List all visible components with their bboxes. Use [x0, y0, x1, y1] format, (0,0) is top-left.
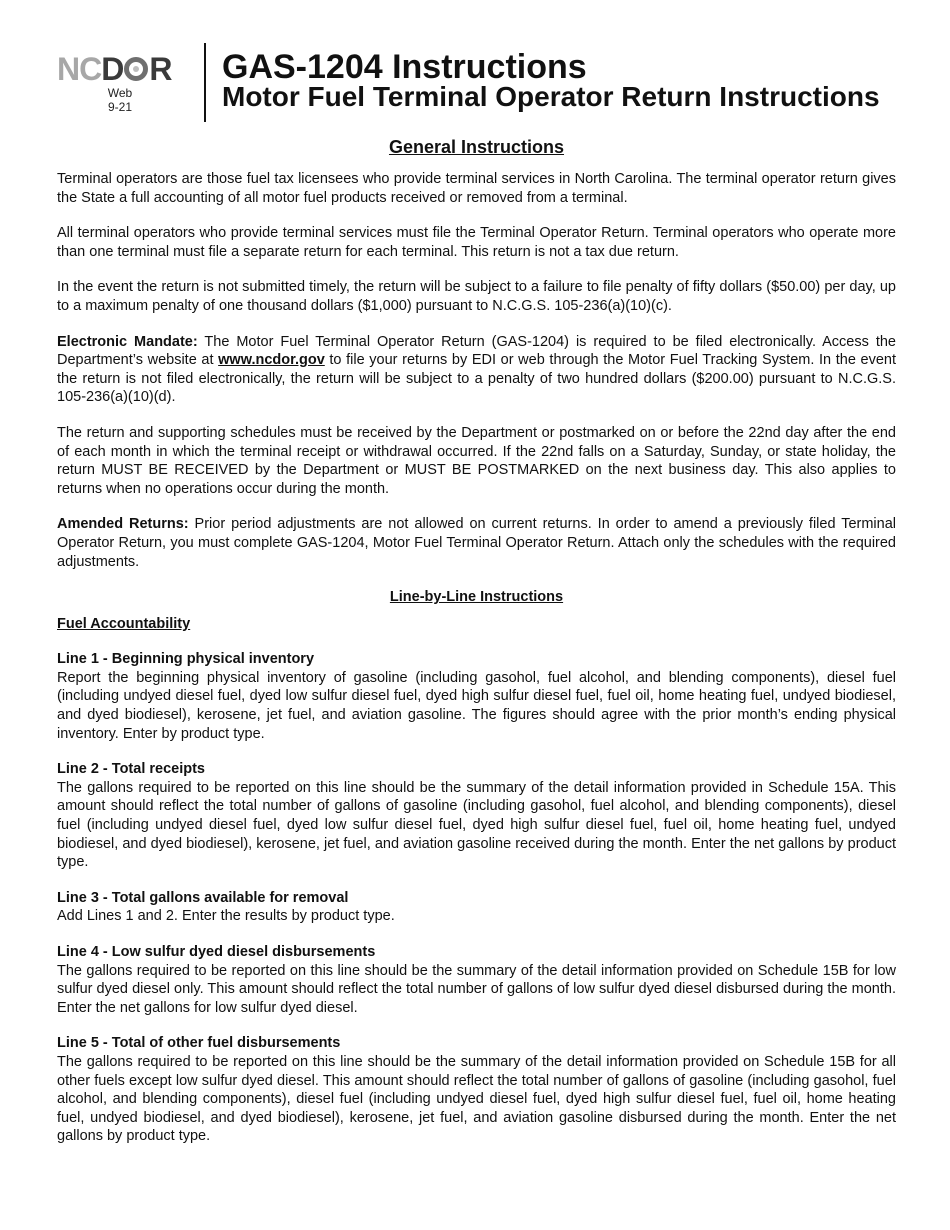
- line-body: Add Lines 1 and 2. Enter the results by product type.: [57, 908, 395, 925]
- paragraph-due-date: The return and supporting schedules must be received by the Department or postmarked on or before the 22nd day after the end of each month in which the terminal receipt or withdrawal occurred. If the 22nd falls on a Saturday, Sunday, or state holiday, the return MUST BE RECEIVED by the Department or MUST BE POSTMARKED on the next business day. This also applies to returns when no operations occur during the month.: [57, 424, 896, 497]
- fuel-accountability-heading: Fuel Accountability: [57, 615, 191, 632]
- line-instruction-2: [57, 760, 896, 872]
- line-title: Line 4 - Low sulfur dyed diesel disbursements: [57, 944, 376, 960]
- page-title: GAS-1204 Instructions: [222, 48, 587, 86]
- general-instructions-heading: General Instructions: [388, 137, 565, 157]
- amended-returns-text: Prior period adjustments are not allowed on current returns. In order to amend a previously filed Terminal Operator Return, you must complete GAS-1204, Motor Fuel Terminal Operator Return. Attach only the schedules with the required adjustments.: [57, 516, 896, 570]
- electronic-mandate-text-b: to file your returns by EDI or web through the Motor Fuel Tracking System. In the event the return is not filed electronically, the return will be subject to a penalty of two hundred dollars ($200.00) pursuant to N.C.G.S. 105-236(a)(10)(d).: [57, 352, 896, 406]
- paragraph-amended-returns: [57, 515, 896, 571]
- paragraph-terminal-operators: Terminal operators are those fuel tax licensees who provide terminal services in North Carolina. The terminal operator return gives the State a full accounting of all motor fuel products received or removed from a terminal.: [57, 171, 896, 206]
- form-version-date: 9-21: [107, 100, 133, 114]
- page-subtitle: Motor Fuel Terminal Operator Return Instructions: [222, 81, 880, 112]
- line-instruction-3: [57, 889, 896, 926]
- line-instruction-1: [57, 650, 896, 743]
- line-body: Report the beginning physical inventory of gasoline (including gasohol, fuel alcohol, and blending components), diesel fuel (including undyed diesel fuel, dyed low sulfur diesel fuel, dyed high sulfur diesel fuel, fuel oil, home heating fuel, undyed biodiesel, and dyed biodiesel), kerosene, jet fuel, and aviation gasoline. The figures should agree with the prior month’s ending physical inventory. Enter by product type.: [57, 669, 896, 742]
- ncdor-website-link[interactable]: www.ncdor.gov: [218, 352, 325, 369]
- line-title: Line 2 - Total receipts: [57, 761, 205, 778]
- line-title: Line 5 - Total of other fuel disbursements: [57, 1035, 341, 1052]
- amended-returns-label: Amended Returns:: [57, 516, 189, 533]
- line-title: Line 1 - Beginning physical inventory: [57, 651, 315, 668]
- header-divider: [204, 43, 206, 122]
- line-body: The gallons required to be reported on this line should be the summary of the detail information provided in Schedule 15A. This amount should reflect the total number of gallons of gasoline (including gasohol, fuel alcohol, and blending components), diesel fuel (including undyed diesel fuel, dyed low sulfur diesel fuel, dyed high sulfur diesel fuel, fuel oil, home heating fuel, undyed biodiesel, and dyed biodiesel), kerosene, jet fuel, and aviation gasoline received during the month. Enter the net gallons by product type.: [57, 779, 896, 871]
- logo-d: D: [101, 51, 124, 87]
- line-body: The gallons required to be reported on this line should be the summary of the detail information provided on Schedule 15B for low sulfur dyed diesel only. This amount should reflect the total number of gallons of low sulfur dyed diesel disbursed during the month. Enter the net gallons for low sulfur dyed diesel.: [57, 962, 896, 1016]
- ncdor-logo: [57, 51, 187, 114]
- line-instruction-5: [57, 1034, 896, 1146]
- paragraph-electronic-mandate: [57, 333, 896, 407]
- logo-circle-icon: [124, 57, 148, 81]
- line-by-line-heading: Line-by-Line Instructions: [389, 589, 564, 606]
- logo-nc: NC: [57, 51, 102, 87]
- paragraph-filing-requirement: All terminal operators who provide terminal services must file the Terminal Operator Return. Terminal operators who operate more than one terminal must file a separate return for each terminal. This return is not a tax due return.: [57, 225, 896, 260]
- line-instruction-4: [57, 943, 896, 1017]
- line-body: The gallons required to be reported on this line should be the summary of the detail information provided on Schedule 15B for all other fuels except low sulfur dyed diesel. This amount should reflect the total number of gallons of gasoline (including gasohol, fuel alcohol, and blending components), diesel fuel (including undyed diesel fuel, dyed high sulfur diesel fuel, fuel oil, home heating fuel, undyed biodiesel, and dyed biodiesel), kerosene, jet fuel, and aviation gasoline disbursed during the month. Enter the net gallons by product type.: [57, 1053, 896, 1145]
- document-body: [57, 136, 896, 1163]
- logo-r: R: [149, 51, 172, 87]
- form-version-web: Web: [107, 86, 133, 100]
- line-title: Line 3 - Total gallons available for removal: [57, 889, 349, 906]
- form-version: [105, 86, 135, 114]
- logo-wordmark: [57, 51, 187, 87]
- paragraph-failure-penalty: In the event the return is not submitted timely, the return will be subject to a failure to file penalty of fifty dollars ($50.00) per day, up to a maximum penalty of one thousand dollars ($1,000) pursuant to N.C.G.S. 105-236(a)(10)(c).: [57, 279, 896, 314]
- electronic-mandate-text-a: The Motor Fuel Terminal Operator Return (GAS-1204) is required to be filed electronically. Access the Department’s website at: [57, 333, 896, 369]
- electronic-mandate-label: Electronic Mandate:: [57, 333, 198, 350]
